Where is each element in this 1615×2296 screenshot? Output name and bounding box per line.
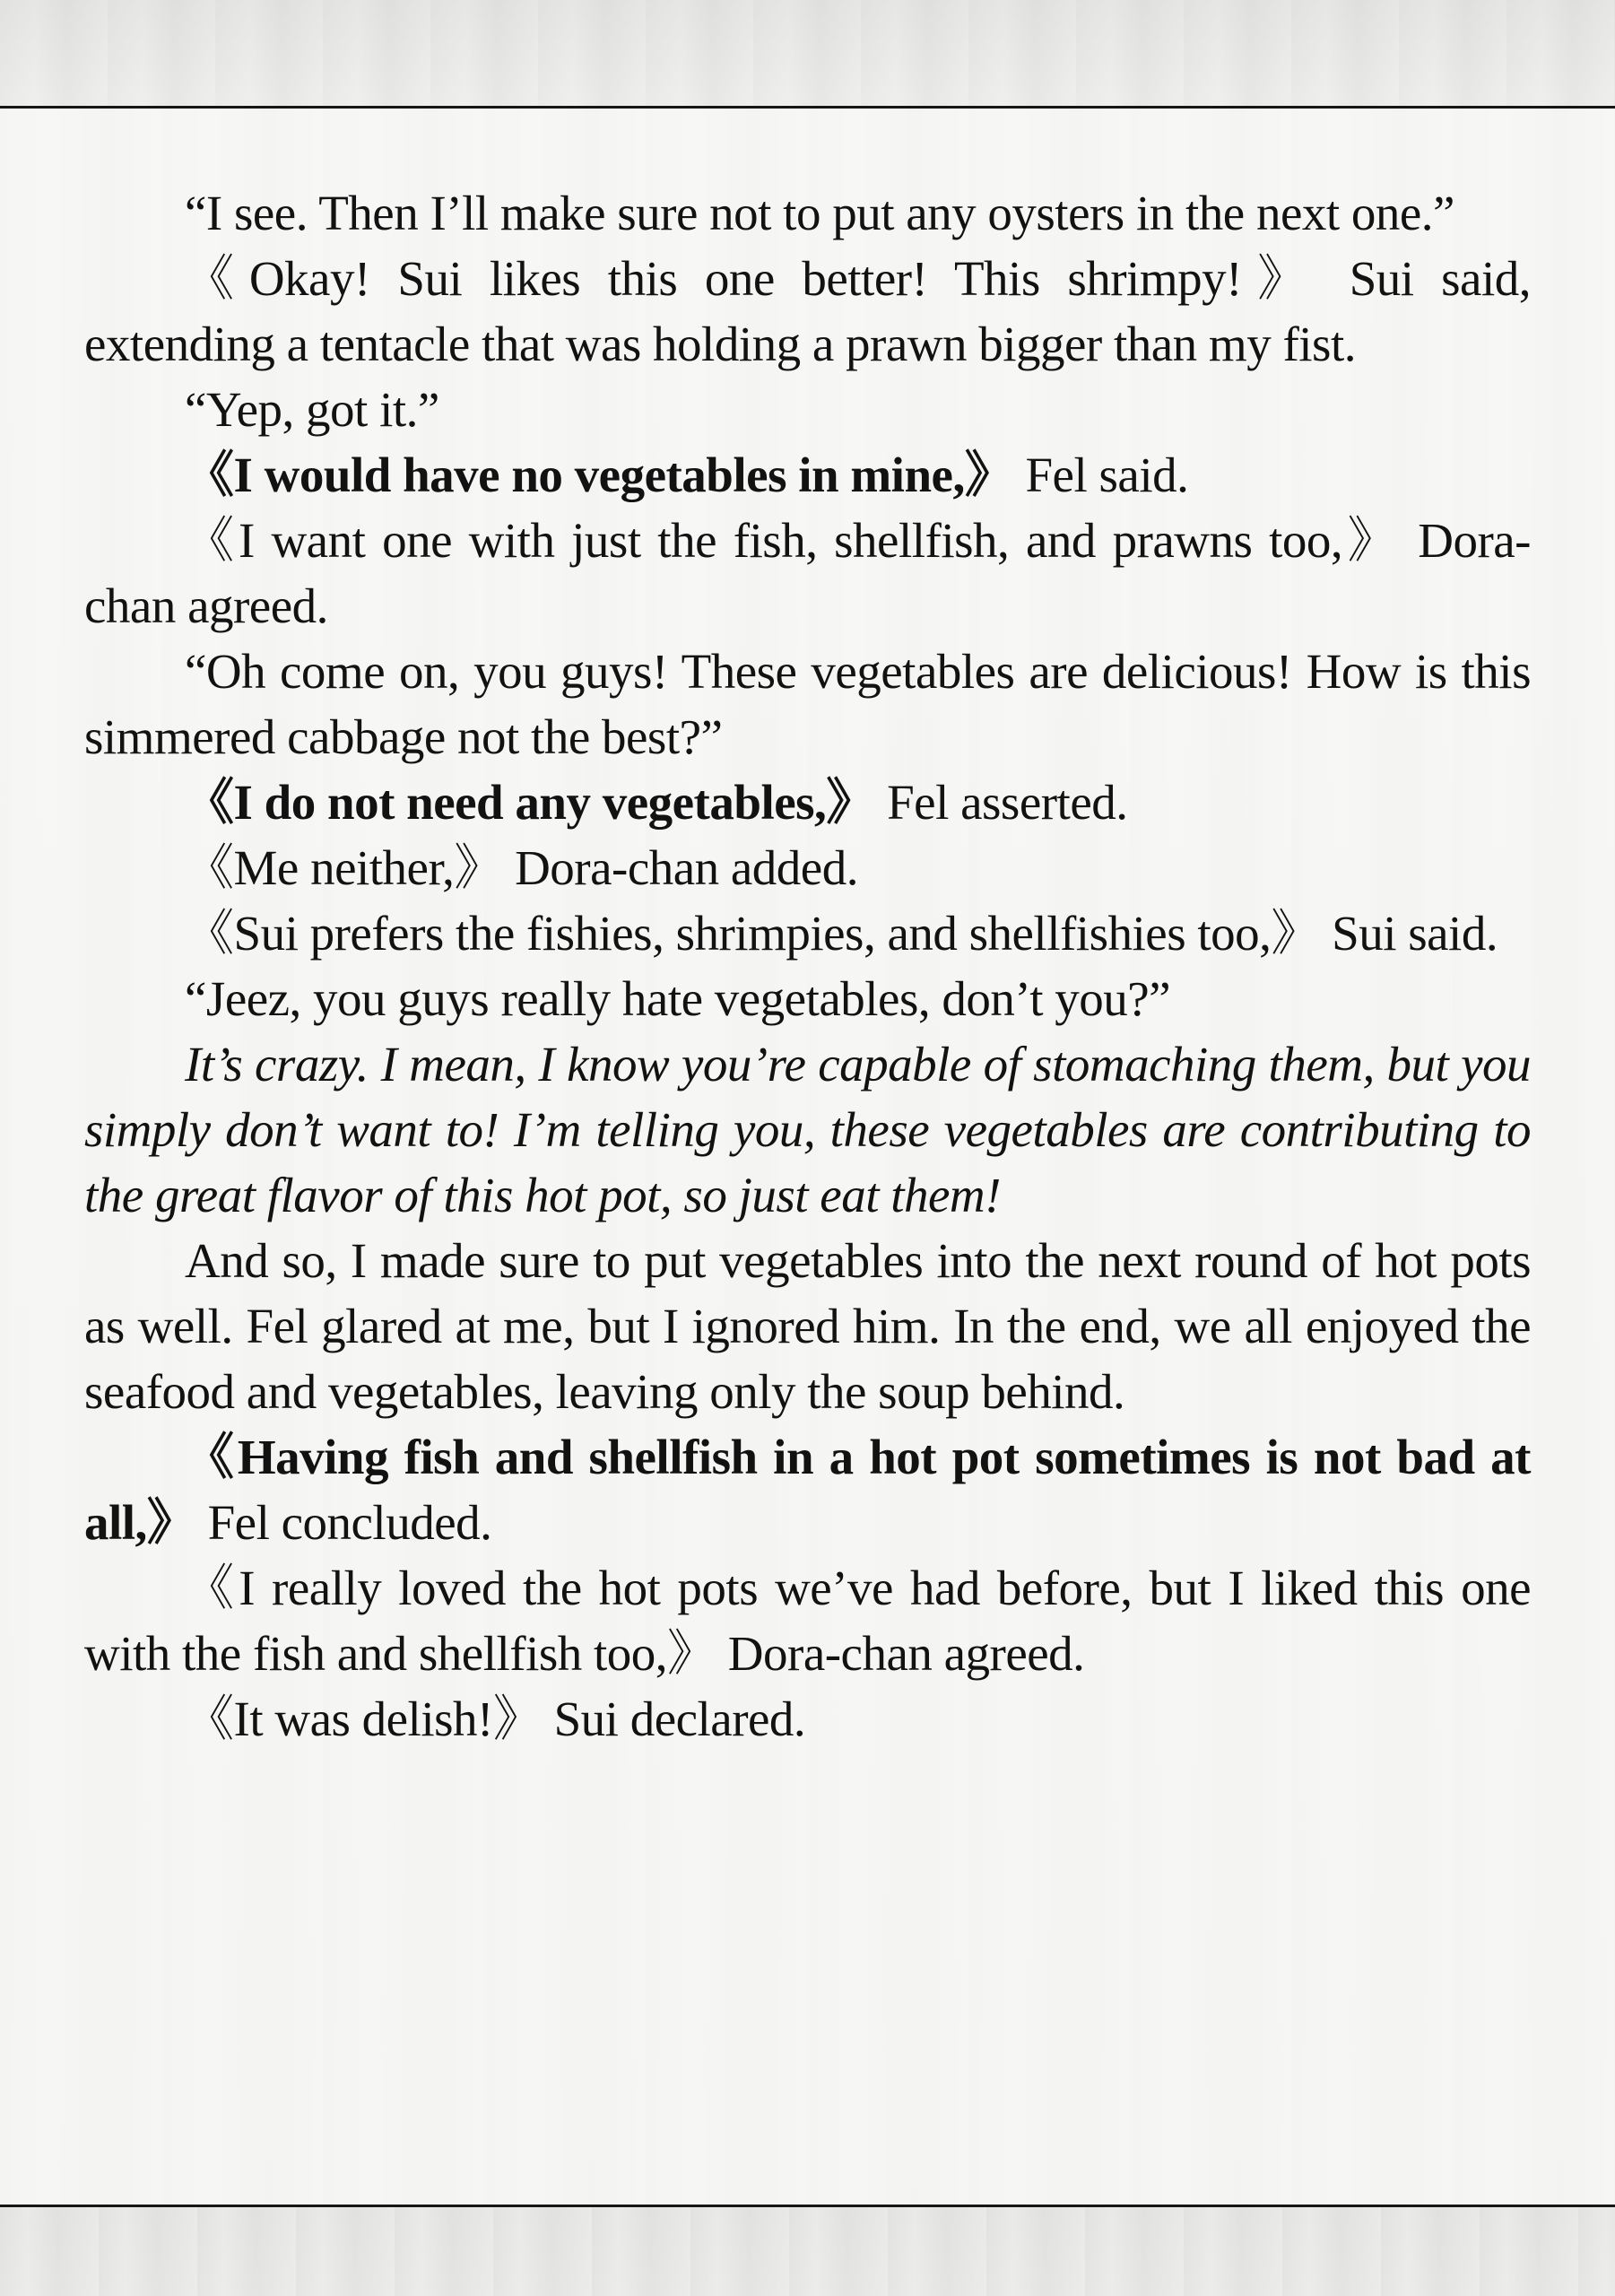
- text-run-italic: It’s crazy. I mean, I know you’re capable of stomaching them, but you simply don’t want to! I’m telling you, these vegetables are contributing to the great flavor of this hot pot, so just eat them!: [84, 1037, 1531, 1222]
- text-run: Fel asserted.: [874, 775, 1128, 830]
- paragraph-15: [84, 1686, 1531, 1752]
- text-run-bold: 《Having fish and shellfish in a hot pot sometimes is not bad at all,》: [84, 1430, 1531, 1550]
- paragraph-14: [84, 1555, 1531, 1686]
- text-run: 《I want one with just the fish, shellfish, and prawns too,》 Dora-chan agreed.: [84, 513, 1531, 633]
- text-run-bold: 《I would have no vegetables in mine,》: [185, 448, 1014, 502]
- paragraph-4: [84, 442, 1531, 508]
- page-top-margin: [0, 0, 1615, 106]
- paragraph-11: [84, 1031, 1531, 1228]
- text-run: “Jeez, you guys really hate vegetables, don’t you?”: [185, 971, 1171, 1026]
- paragraph-3: [84, 377, 1531, 442]
- text-run: 《It was delish!》 Sui declared.: [185, 1692, 806, 1746]
- paragraph-13: [84, 1424, 1531, 1555]
- paragraph-10: [84, 966, 1531, 1031]
- text-run: And so, I made sure to put vegetables into the next round of hot pots as well. Fel glared at me, but I ignored him. In the end, we all enjoyed the seafood and vegetables, leaving only the soup behind.: [84, 1233, 1531, 1419]
- text-run: 《Okay! Sui likes this one better! This shrimpy!》 Sui said, extending a tentacle that was holding a prawn bigger than my fist.: [84, 251, 1531, 371]
- text-run: “I see. Then I’ll make sure not to put any oysters in the next one.”: [185, 186, 1454, 240]
- text-run: 《I really loved the hot pots we’ve had before, but I liked this one with the fish and shellfish too,》 Dora-chan agreed.: [84, 1561, 1531, 1681]
- paragraph-6: [84, 639, 1531, 770]
- text-run: “Yep, got it.”: [185, 382, 439, 437]
- paragraph-9: [84, 900, 1531, 966]
- page-text-area: [0, 109, 1615, 2205]
- text-run: “Oh come on, you guys! These vegetables are delicious! How is this simmered cabbage not the best?”: [84, 644, 1531, 764]
- paragraph-7: [84, 770, 1531, 835]
- paragraph-8: [84, 835, 1531, 900]
- text-run-bold: 《I do not need any vegetables,》: [185, 775, 875, 830]
- text-run: Fel concluded.: [195, 1495, 492, 1550]
- paragraph-1: [84, 180, 1531, 246]
- text-run: 《Sui prefers the fishies, shrimpies, and shellfishies too,》 Sui said.: [185, 906, 1498, 961]
- paragraph-5: [84, 508, 1531, 639]
- text-run: 《Me neither,》 Dora-chan added.: [185, 840, 858, 895]
- text-run: Fel said.: [1013, 448, 1189, 502]
- page-bottom-margin: [0, 2207, 1615, 2296]
- paragraph-2: [84, 246, 1531, 377]
- paragraph-12: [84, 1228, 1531, 1424]
